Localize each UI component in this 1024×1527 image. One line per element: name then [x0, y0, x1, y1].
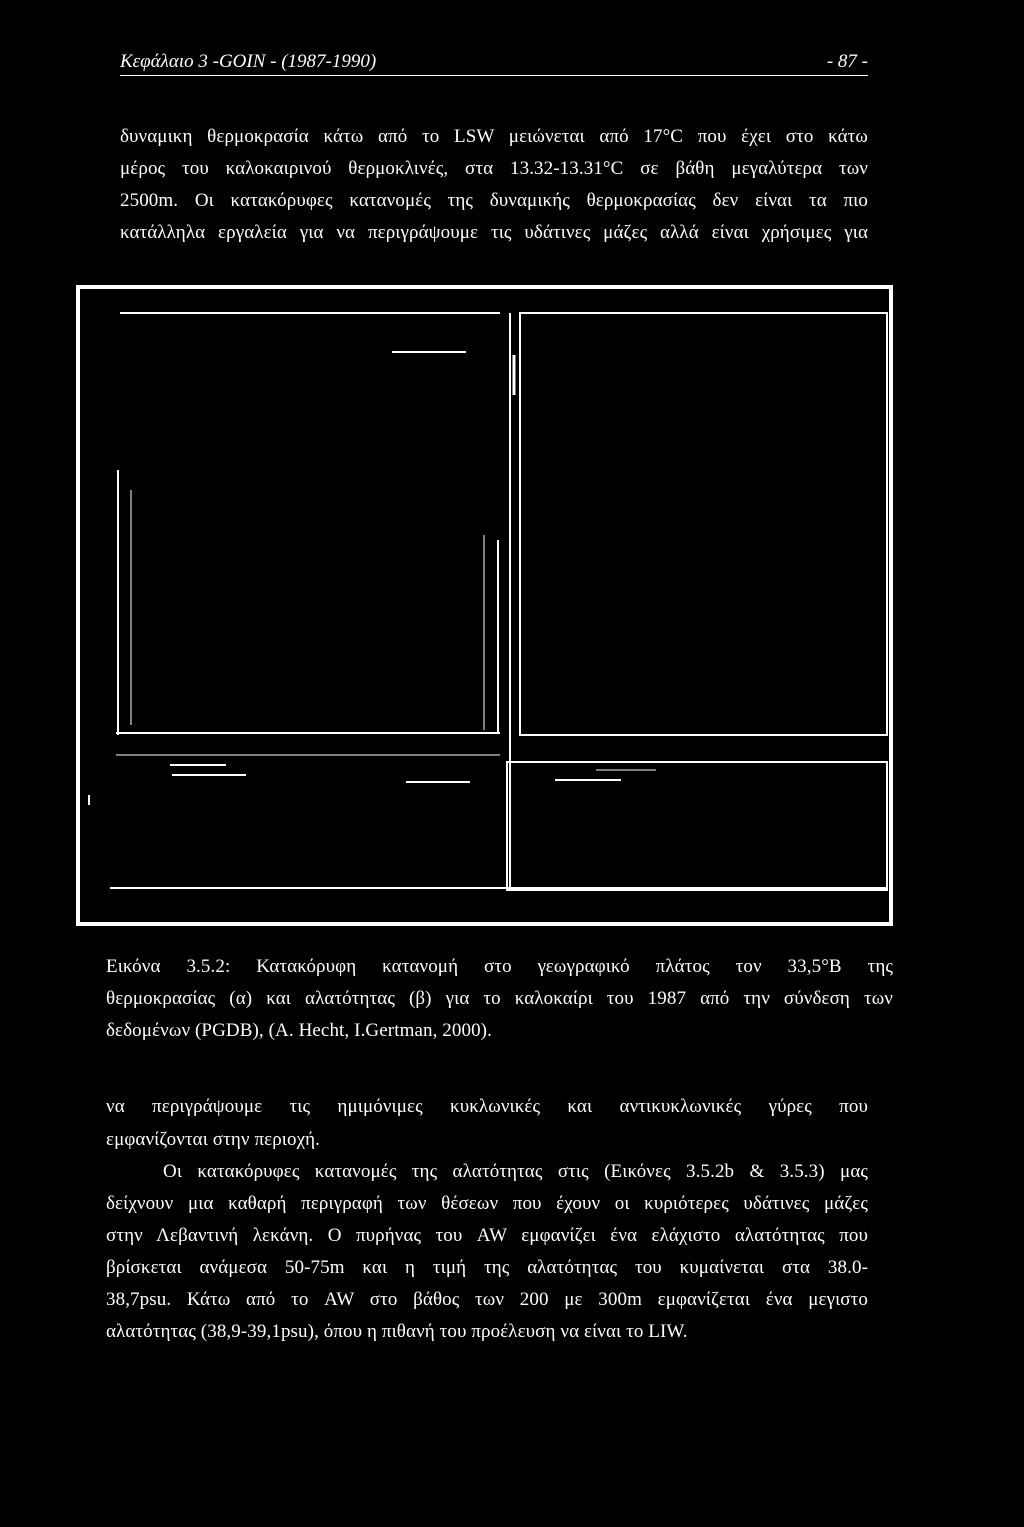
paragraph-2-line: να περιγράψουμε τις ημιμόνιμες κυκλωνικές και αντικυκλωνικές γύρες που [106, 1096, 868, 1117]
paragraph-2-line: δείχνουν μια καθαρή περιγραφή των θέσεων που έχουν οι κυριότερες υδάτινες μάζες [106, 1193, 868, 1214]
header-rule [120, 75, 868, 76]
page-number: - 87 - [826, 51, 868, 72]
figure-caption-line: δεδομένων (PGDB), (A. Hecht, I.Gertman, 2000). [106, 1020, 492, 1041]
chapter-title: Κεφάλαιο 3 -GOIN - (1987-1990) [120, 51, 377, 72]
paragraph-2-line: βρίσκεται ανάμεσα 50-75m και η τιμή της αλατότητας του κυμαίνεται στα 38.0- [106, 1257, 868, 1278]
paragraph-2-line: εμφανίζονται στην περιοχή. [106, 1129, 321, 1150]
paragraph-1-line: 2500m. Οι κατακόρυφες κατανομές της δυναμικής θερμοκρασίας δεν είναι τα πιο [120, 190, 868, 211]
paragraph-2-line: Οι κατακόρυφες κατανομές της αλατότητας στις (Εικόνες 3.5.2b & 3.5.3) μας [163, 1161, 868, 1182]
paragraph-2-line: 38,7psu. Κάτω από το AW στο βάθος των 200 με 300m εμφανίζεται ένα μεγιστο [106, 1289, 868, 1310]
paragraph-1-line: μέρος του καλοκαιρινού θερμοκλινές, στα 13.32-13.31°C σε βάθη μεγαλύτερα των [120, 158, 868, 179]
paragraph-2-line: στην Λεβαντινή λεκάνη. Ο πυρήνας του AW εμφανίζει ένα ελάχιστο αλατότητας που [106, 1225, 868, 1246]
figure-image [76, 285, 893, 926]
figure-caption-line: θερμοκρασίας (α) και αλατότητας (β) για το καλοκαίρι του 1987 από την σύνδεση των [106, 988, 893, 1009]
paragraph-2-line: αλατότητας (38,9-39,1psu), όπου η πιθανή του προέλευση να είναι το LIW. [106, 1321, 688, 1342]
paragraph-1-line: δυναμικη θερμοκρασία κάτω από το LSW μειώνεται από 17°C που έχει στο κάτω [120, 126, 868, 147]
paragraph-1-line: κατάλληλα εργαλεία για να περιγράψουμε τις υδάτινες μάζες αλλά είναι χρήσιμες για [120, 222, 868, 243]
figure-caption-line: Εικόνα 3.5.2: Κατακόρυφη κατανομή στο γεωγραφικό πλάτος τον 33,5°Β της [106, 956, 893, 977]
